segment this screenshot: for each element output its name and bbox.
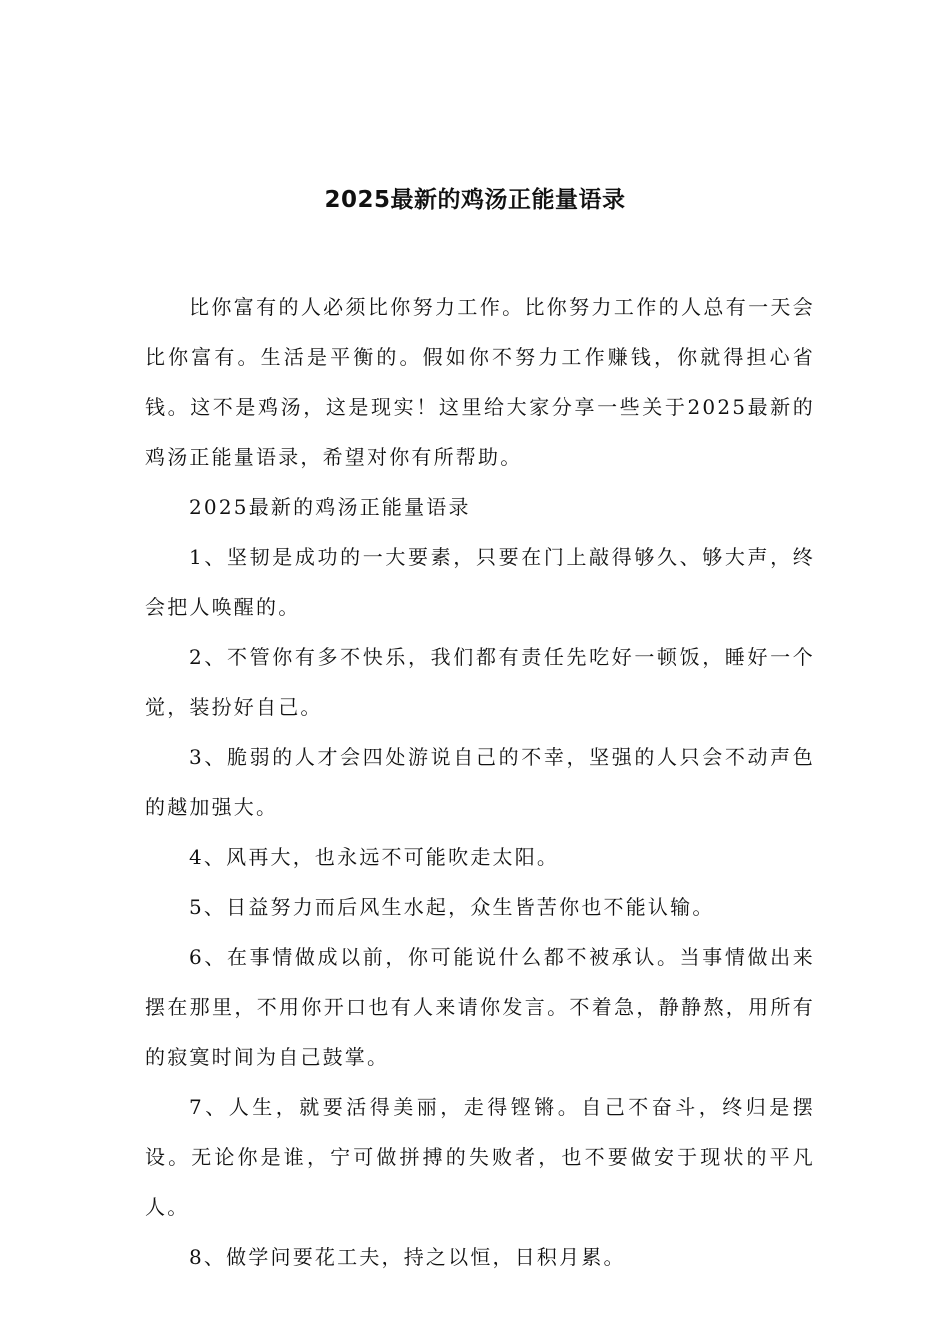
document-title: 2025最新的鸡汤正能量语录 [324, 187, 626, 213]
quote-item-3: 3、脆弱的人才会四处游说自己的不幸，坚强的人只会不动声色的越加强大。 [145, 745, 815, 819]
quote-item-4: 4、风再大，也永远不可能吹走太阳。 [189, 845, 560, 869]
quote-item-7: 7、人生，就要活得美丽，走得铿锵。自己不奋斗，终归是摆设。无论你是谁，宁可做拼搏的失败者，也不要做安于现状的平凡人。 [145, 1095, 815, 1219]
section-heading: 2025最新的鸡汤正能量语录 [189, 495, 471, 519]
document-body [145, 282, 815, 1282]
quote-item-5: 5、日益努力而后风生水起，众生皆苦你也不能认输。 [189, 895, 715, 919]
quote-item-6: 6、在事情做成以前，你可能说什么都不被承认。当事情做出来摆在那里，不用你开口也有人来请你发言。不着急，静静熬，用所有的寂寞时间为自己鼓掌。 [145, 945, 815, 1069]
quote-item-1: 1、坚韧是成功的一大要素，只要在门上敲得够久、够大声，终会把人唤醒的。 [145, 545, 815, 619]
intro-paragraph: 比你富有的人必须比你努力工作。比你努力工作的人总有一天会比你富有。生活是平衡的。假如你不努力工作赚钱，你就得担心省钱。这不是鸡汤，这是现实！这里给大家分享一些关于2025最新的鸡汤正能量语录，希望对你有所帮助。 [145, 295, 815, 469]
quote-item-8: 8、做学问要花工夫，持之以恒，日积月累。 [189, 1245, 626, 1269]
quote-item-2: 2、不管你有多不快乐，我们都有责任先吃好一顿饭，睡好一个觉，装扮好自己。 [145, 645, 815, 719]
